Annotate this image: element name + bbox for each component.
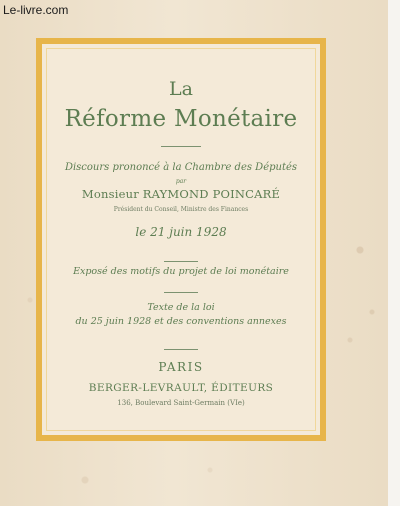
expose-line: Exposé des motifs du projet de loi monétaire [73,266,289,277]
site-watermark: Le-livre.com [3,3,69,17]
divider-rule [164,292,198,293]
author-role: Président du Conseil, Ministre des Finances [113,206,249,213]
speech-description: Discours prononcé à la Chambre des Députés [64,162,298,173]
title-article: La [169,78,193,100]
book-title: Réforme Monétaire [64,106,298,132]
publisher-address: 136, Boulevard Saint-Germain (VIe) [117,399,245,407]
divider-rule [164,261,198,262]
author-name: Monsieur RAYMOND POINCARÉ [81,187,281,201]
cover-frame [36,38,326,441]
publisher-city: PARIS [158,360,204,374]
speech-date: le 21 juin 1928 [135,225,227,239]
law-text-line-1: Texte de la loi [147,302,215,313]
divider-rule [161,146,201,147]
page-edge [388,0,400,506]
publisher-name: BERGER-LEVRAULT, ÉDITEURS [88,382,274,394]
law-text-line-2: du 25 juin 1928 et des conventions annexes [75,316,287,327]
by-label: par [175,178,187,185]
divider-rule [164,349,198,350]
